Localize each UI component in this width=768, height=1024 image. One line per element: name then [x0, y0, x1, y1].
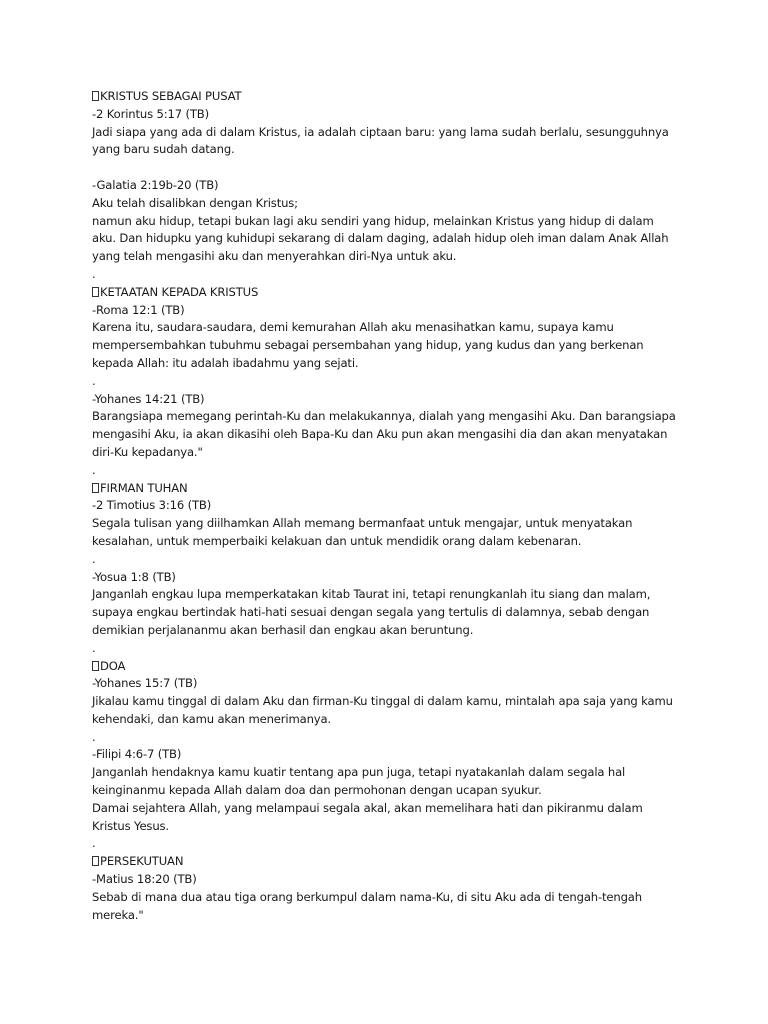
section-heading — [92, 284, 692, 302]
text-line: -Galatia 2:19b-20 (TB) — [92, 177, 219, 192]
text-line: . — [92, 551, 96, 566]
section-heading — [92, 853, 692, 871]
text-line: . — [92, 462, 96, 477]
text-line: . — [92, 729, 96, 744]
text-line: demikian perjalananmu akan berhasil dan engkau akan beruntung. — [92, 622, 474, 637]
text-line: Sebab di mana dua atau tiga orang berkumpul dalam nama-Ku, di situ Aku ada di tengah-tengah — [92, 889, 642, 904]
text-line: aku. Dan hidupku yang kuhidupi sekarang di dalam daging, adalah hidup oleh iman dalam Anak Allah — [92, 231, 669, 246]
section-heading-text: KRISTUS SEBAGAI PUSAT — [100, 89, 242, 103]
section-heading-text: DOA — [100, 658, 126, 673]
text-line: Janganlah engkau lupa memperkatakan kitab Taurat ini, tetapi renungkanlah itu siang dan malam, — [92, 587, 651, 602]
text-line: -2 Timotius 3:16 (TB) — [92, 498, 212, 513]
document-body — [92, 88, 692, 924]
text-line: . — [92, 266, 96, 281]
text-line: Segala tulisan yang diilhamkan Allah memang bermanfaat untuk mengajar, untuk menyatakan — [92, 516, 633, 531]
text-line: Aku telah disalibkan dengan Kristus; — [92, 195, 298, 210]
text-line: -Roma 12:1 (TB) — [92, 302, 185, 317]
text-line: Kristus Yesus. — [92, 818, 169, 833]
text-line: -Yohanes 15:7 (TB) — [92, 676, 198, 691]
text-line: . — [92, 373, 96, 388]
text-line: Damai sejahtera Allah, yang melampaui segala akal, akan memelihara hati dan pikiranmu dalam — [92, 800, 643, 815]
text-line: diri-Ku kepadanya." — [92, 444, 203, 459]
missing-glyph-icon — [92, 661, 99, 671]
text-line: yang baru sudah datang. — [92, 142, 235, 157]
text-line: -Matius 18:20 (TB) — [92, 872, 197, 887]
section-heading-text: PERSEKUTUAN — [100, 854, 184, 869]
text-line: mempersembahkan tubuhmu sebagai persembahan yang hidup, yang kudus dan yang berkenan — [92, 338, 644, 353]
text-line: -Yosua 1:8 (TB) — [92, 569, 176, 584]
section-heading — [92, 88, 692, 106]
text-line: . — [92, 836, 96, 851]
text-line: Janganlah hendaknya kamu kuatir tentang apa pun juga, tetapi nyatakanlah dalam segala hal — [92, 765, 626, 780]
text-line: Barangsiapa memegang perintah-Ku dan melakukannya, dialah yang mengasihi Aku. Dan barangsiapa — [92, 409, 676, 424]
text-line: keinginanmu kepada Allah dalam doa dan permohonan dengan ucapan syukur. — [92, 783, 542, 798]
text-line: -2 Korintus 5:17 (TB) — [92, 106, 209, 121]
section-heading-text: FIRMAN TUHAN — [100, 480, 188, 495]
text-line: yang telah mengasihi aku dan menyerahkan diri-Nya untuk aku. — [92, 249, 457, 264]
text-line: supaya engkau bertindak hati-hati sesuai dengan segala yang tertulis di dalamnya, sebab dengan — [92, 605, 650, 620]
missing-glyph-icon — [92, 856, 99, 866]
text-line: mereka." — [92, 907, 144, 922]
missing-glyph-icon — [92, 483, 99, 493]
text-line: Jikalau kamu tinggal di dalam Aku dan firman-Ku tinggal di dalam kamu, mintalah apa saja yang kamu — [92, 694, 673, 709]
text-line — [92, 159, 692, 177]
text-line: -Filipi 4:6-7 (TB) — [92, 747, 182, 762]
text-line: kepada Allah: itu adalah ibadahmu yang sejati. — [92, 355, 359, 370]
missing-glyph-icon — [92, 287, 99, 297]
text-line: kesalahan, untuk memperbaiki kelakuan dan untuk mendidik orang dalam kebenaran. — [92, 533, 582, 548]
section-heading — [92, 480, 692, 498]
text-line: namun aku hidup, tetapi bukan lagi aku sendiri yang hidup, melainkan Kristus yang hidup di dalam — [92, 213, 654, 228]
text-line: kehendaki, dan kamu akan menerimanya. — [92, 711, 331, 726]
text-line: Karena itu, saudara-saudara, demi kemurahan Allah aku menasihatkan kamu, supaya kamu — [92, 320, 614, 335]
section-heading — [92, 658, 692, 676]
text-line: -Yohanes 14:21 (TB) — [92, 391, 205, 406]
section-heading-text: KETAATAN KEPADA KRISTUS — [100, 284, 259, 299]
text-line: . — [92, 640, 96, 655]
text-line: mengasihi Aku, ia akan dikasihi oleh Bapa-Ku dan Aku pun akan mengasihi dia dan akan menyatakan — [92, 427, 668, 442]
missing-glyph-icon — [92, 91, 99, 101]
text-line: Jadi siapa yang ada di dalam Kristus, ia adalah ciptaan baru: yang lama sudah berlalu, sesungguhnya — [92, 124, 669, 139]
